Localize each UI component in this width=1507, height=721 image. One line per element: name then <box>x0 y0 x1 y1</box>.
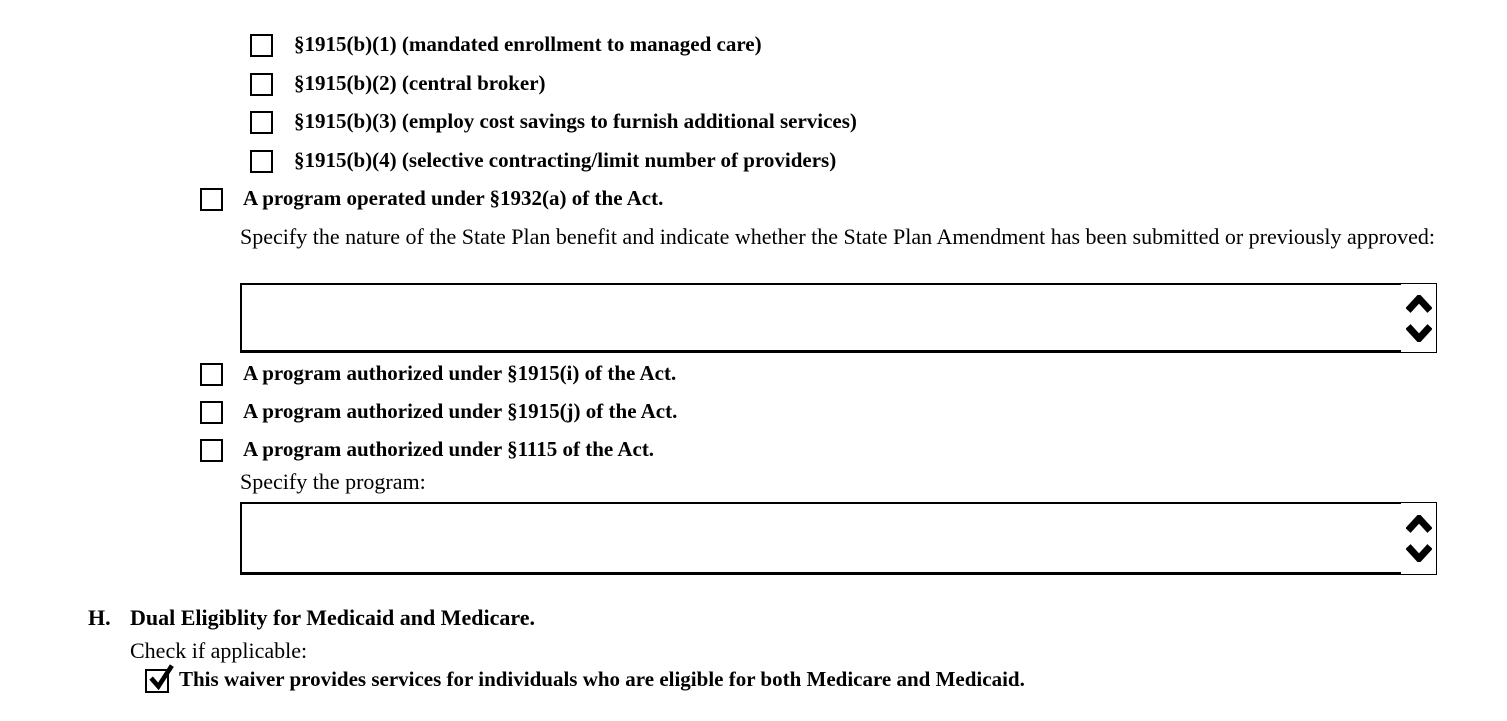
program-textarea[interactable] <box>240 502 1401 575</box>
option-row-1115 <box>200 436 654 463</box>
checkbox-1915b2[interactable] <box>250 73 273 96</box>
checkbox-1932a[interactable] <box>200 188 223 211</box>
option-row-1915j <box>200 398 677 425</box>
scroll-up-button[interactable] <box>1406 515 1432 534</box>
checkbox-dual-eligibility[interactable] <box>145 669 169 693</box>
state-plan-benefit-field <box>240 283 1437 353</box>
option-row-1915i <box>200 360 676 387</box>
option-label-1915b2: §1915(b)(2) (central broker) <box>294 71 546 95</box>
scroll-up-icon <box>1406 515 1432 534</box>
option-label-1915j: A program authorized under §1915(j) of the Act. <box>243 399 678 423</box>
option-label-1932a: A program operated under §1932(a) of the Act. <box>243 186 664 210</box>
option-row-1915b4 <box>250 147 836 174</box>
program-field <box>240 502 1437 575</box>
check-if-applicable-label: Check if applicable: <box>130 638 308 663</box>
checkbox-1915j[interactable] <box>200 401 223 424</box>
specify-program-prompt: Specify the program: <box>240 469 426 494</box>
option-row-1915b1 <box>250 31 762 58</box>
specify-state-plan-prompt: Specify the nature of the State Plan benefit and indicate whether the State Plan Amendment has been submitted or previously approved: <box>240 224 1436 249</box>
scroll-up-icon <box>1406 295 1432 314</box>
state-plan-benefit-textarea[interactable] <box>240 283 1401 353</box>
option-label-1915i: A program authorized under §1915(i) of the Act. <box>243 361 677 385</box>
option-label-1115: A program authorized under §1115 of the Act. <box>243 437 655 461</box>
option-label-1915b4: §1915(b)(3) (employ cost savings to furnish additional services) <box>294 109 857 133</box>
option-row-dual-eligibility <box>145 666 1025 693</box>
option-label-dual-eligibility: This waiver provides services for individuals who are eligible for both Medicare and Medicaid. <box>179 667 1025 691</box>
option-row-1915b2 <box>250 70 546 97</box>
option-row-1932a <box>200 185 663 212</box>
program-textarea-scrollbar[interactable] <box>1401 502 1437 575</box>
scroll-up-button[interactable] <box>1406 295 1432 314</box>
checkbox-1915b1[interactable] <box>250 34 273 57</box>
scroll-down-icon <box>1406 543 1432 562</box>
checkbox-1915b3[interactable] <box>250 111 273 134</box>
scroll-down-icon <box>1406 323 1432 342</box>
option-row-1915b3 <box>250 108 857 135</box>
scroll-down-button[interactable] <box>1406 543 1432 562</box>
option-label-1915b4: §1915(b)(4) (selective contracting/limit number of providers) <box>294 148 837 172</box>
checkbox-1915b4[interactable] <box>250 150 273 173</box>
section-h-heading <box>88 604 535 632</box>
section-h-title: Dual Eligiblity for Medicaid and Medicare. <box>130 605 535 630</box>
scroll-down-button[interactable] <box>1406 323 1432 342</box>
checkbox-1915i[interactable] <box>200 363 223 386</box>
section-h-letter: H. <box>88 605 111 630</box>
checkbox-1115[interactable] <box>200 439 223 462</box>
option-label-1915b1: §1915(b)(1) (mandated enrollment to managed care) <box>294 32 762 56</box>
state-plan-textarea-scrollbar[interactable] <box>1401 283 1437 353</box>
check-icon <box>148 662 175 690</box>
